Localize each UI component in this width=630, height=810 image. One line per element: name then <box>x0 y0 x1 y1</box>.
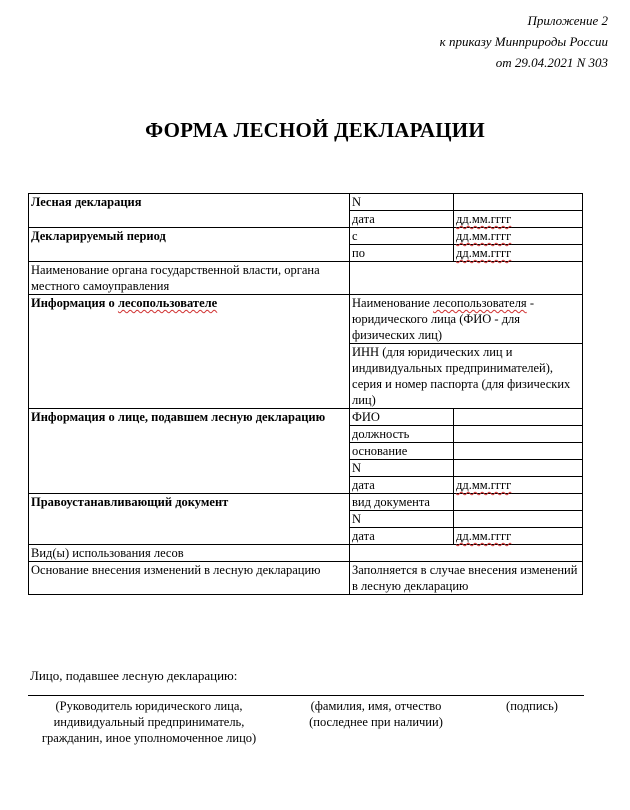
title-document-label: Правоустанавливающий документ <box>29 494 350 545</box>
order-date: от 29.04.2021 N 303 <box>495 55 608 70</box>
declaration-label: Лесная декларация <box>29 194 350 228</box>
forest-user-info-word: лесопользователе <box>117 296 218 310</box>
declaration-date-value[interactable] <box>454 211 583 228</box>
submitter-info-label: Информация о лице, подавшем лесную декларацию <box>29 409 350 494</box>
period-from-label: с <box>350 228 454 245</box>
caption-position: (Руководитель юридического лица, индивидуальный предприниматель, гражданин, иное уполномоченное лицо) <box>41 699 257 745</box>
forest-user-info-label <box>29 295 350 409</box>
submitter-number-label: N <box>350 460 454 477</box>
submitter-date-value[interactable] <box>454 477 583 494</box>
declaration-number-value[interactable] <box>454 194 583 211</box>
table-row <box>29 262 583 295</box>
document-date-label: дата <box>350 528 454 545</box>
change-basis-label: Основание внесения изменений в лесную декларацию <box>29 562 350 595</box>
submitter-position-value[interactable] <box>454 426 583 443</box>
document-number-value[interactable] <box>454 511 583 528</box>
forest-user-info-prefix: Информация о <box>31 296 118 310</box>
user-name-pre: Наименование <box>352 296 433 310</box>
authority-value[interactable] <box>350 262 583 295</box>
document-date-value[interactable] <box>454 528 583 545</box>
authority-label: Наименование органа государственной власти, органа местного самоуправления <box>29 262 350 295</box>
page-title: ФОРМА ЛЕСНОЙ ДЕКЛАРАЦИИ <box>145 118 485 142</box>
table-row <box>29 295 583 344</box>
submitter-fio-label: ФИО <box>350 409 454 426</box>
submitter-position-label: должность <box>350 426 454 443</box>
date-placeholder: дд.мм.гггг <box>456 478 512 492</box>
date-placeholder: дд.мм.гггг <box>456 529 512 543</box>
signature-line <box>28 695 584 696</box>
document-type-label: вид документа <box>350 494 454 511</box>
declaration-number-label: N <box>350 194 454 211</box>
appendix-number: Приложение 2 <box>527 13 608 28</box>
table-row <box>29 228 583 245</box>
signer-label: Лицо, подавшее лесную декларацию: <box>30 668 238 683</box>
user-name-post: - юридического лица (ФИО - для физических лиц) <box>352 296 534 342</box>
order-reference: к приказу Минприроды России <box>439 34 608 49</box>
date-placeholder: дд.мм.гггг <box>456 229 512 243</box>
forest-use-value[interactable] <box>350 545 583 562</box>
table-row <box>29 409 583 426</box>
date-placeholder: дд.мм.гггг <box>456 246 512 260</box>
caption-full-name: (фамилия, имя, отчество (последнее при наличии) <box>309 699 443 729</box>
submitter-date-label: дата <box>350 477 454 494</box>
period-from-value[interactable] <box>454 228 583 245</box>
table-row <box>29 194 583 211</box>
period-to-value[interactable] <box>454 245 583 262</box>
declaration-form-table <box>28 193 583 595</box>
forest-use-label: Вид(ы) использования лесов <box>29 545 350 562</box>
caption-signature: (подпись) <box>506 699 558 713</box>
declaration-date-label: дата <box>350 211 454 228</box>
date-placeholder: дд.мм.гггг <box>456 212 512 226</box>
change-basis-note: Заполняется в случае внесения изменений в лесную декларацию <box>350 562 583 595</box>
submitter-fio-value[interactable] <box>454 409 583 426</box>
table-row <box>29 494 583 511</box>
forest-user-name-label <box>350 295 583 344</box>
submitter-basis-value[interactable] <box>454 443 583 460</box>
appendix-header <box>440 10 608 73</box>
forest-user-inn-label: ИНН (для юридических лиц и индивидуальных предпринимателей), серия и номер паспорта (для физических лиц) <box>350 344 583 409</box>
period-to-label: по <box>350 245 454 262</box>
document-type-value[interactable] <box>454 494 583 511</box>
submitter-basis-label: основание <box>350 443 454 460</box>
table-row <box>29 545 583 562</box>
submitter-number-value[interactable] <box>454 460 583 477</box>
document-number-label: N <box>350 511 454 528</box>
table-row <box>29 562 583 595</box>
period-label: Декларируемый период <box>29 228 350 262</box>
user-name-word: лесопользователя <box>433 296 527 310</box>
